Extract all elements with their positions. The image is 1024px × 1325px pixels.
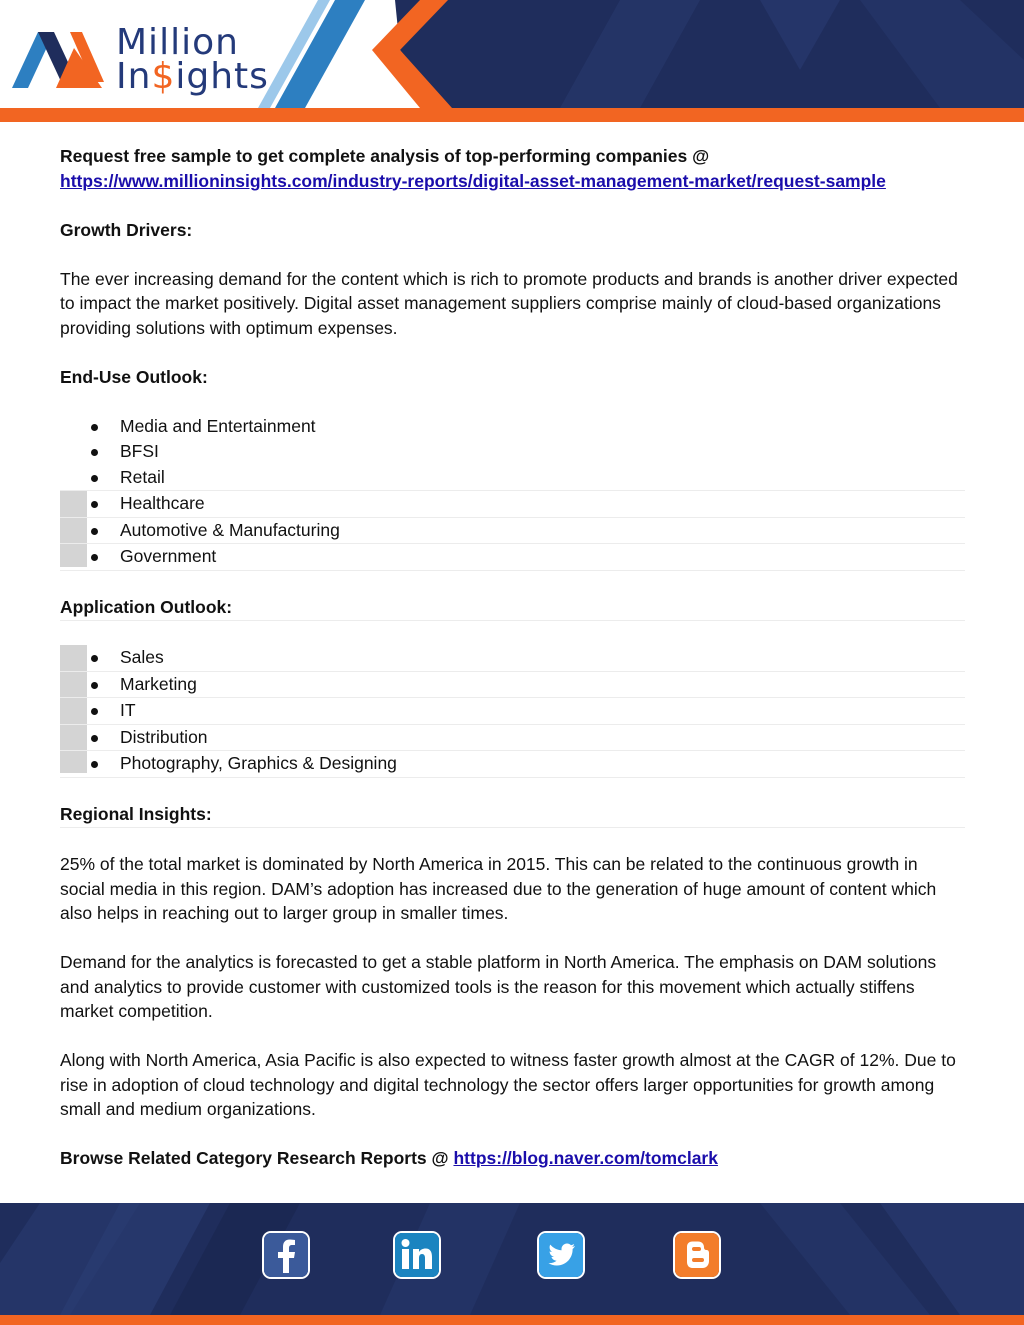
- page-header: [0, 0, 1024, 122]
- page-footer: [0, 1203, 1024, 1325]
- bullet-icon: [91, 735, 98, 742]
- twitter-button[interactable]: [539, 1233, 583, 1277]
- footer-banner: [0, 1203, 1024, 1325]
- twitter-icon: [539, 1233, 583, 1277]
- browse-text: Browse Related Category Research Reports @: [60, 1148, 449, 1168]
- list-item: Media and Entertainment: [60, 414, 965, 440]
- bullet-icon: [91, 554, 98, 561]
- end-use-list: [60, 414, 965, 571]
- list-item: Photography, Graphics & Designing: [60, 751, 965, 778]
- linkedin-icon: [395, 1233, 439, 1277]
- blogger-icon: [675, 1233, 719, 1277]
- bullet-icon: [91, 528, 98, 535]
- bullet-icon: [91, 682, 98, 689]
- request-sample-link[interactable]: https://www.millioninsights.com/industry-reports/digital-asset-management-market/request-sample: [60, 170, 886, 191]
- regional-paragraph-3: Along with North America, Asia Pacific is also expected to witness faster growth almost at the CAGR of 12%. Due to rise in adoption of cloud technology and digital technology the sector offers larger opportunities for growth among small and medium organizations.: [60, 1050, 956, 1119]
- brand-name-line2: In$ights: [116, 56, 269, 97]
- facebook-icon: [264, 1233, 308, 1277]
- regional-paragraph-1: 25% of the total market is dominated by North America in 2015. This can be related to the continuous growth in social media in this region. DAM’s adoption has increased due to the generation of huge amount of content which also helps in reaching out to larger group in smaller times.: [60, 854, 937, 923]
- list-item: Marketing: [60, 672, 965, 699]
- linkedin-button[interactable]: [395, 1233, 439, 1277]
- regional-paragraph-2: Demand for the analytics is forecasted to get a stable platform in North America. The emphasis on DAM solutions and analytics to provide customer with customized tools is the reason for this movement which actually stiffens market competition.: [60, 952, 937, 1021]
- facebook-button[interactable]: [264, 1233, 308, 1277]
- list-item: Government: [60, 544, 965, 571]
- blogger-button[interactable]: [675, 1233, 719, 1277]
- bullet-icon: [91, 475, 98, 482]
- list-item: IT: [60, 698, 965, 725]
- bullet-icon: [91, 655, 98, 662]
- list-item: Distribution: [60, 725, 965, 752]
- list-item: Automotive & Manufacturing: [60, 518, 965, 545]
- request-sample-text: Request free sample to get complete analysis of top-performing companies @: [60, 146, 710, 166]
- bullet-icon: [91, 449, 98, 456]
- end-use-heading: End-Use Outlook:: [60, 366, 208, 387]
- document-body: [60, 144, 965, 1195]
- regional-heading: Regional Insights:: [60, 802, 965, 828]
- browse-paragraph: [60, 1146, 965, 1171]
- list-item: Healthcare: [60, 491, 965, 518]
- brand-name-line1: Million: [116, 22, 239, 63]
- application-list: [60, 645, 965, 778]
- growth-drivers-heading: Growth Drivers:: [60, 219, 193, 240]
- bullet-icon: [91, 424, 98, 431]
- brand-logo: [12, 22, 269, 102]
- list-item: Sales: [60, 645, 965, 672]
- browse-link[interactable]: https://blog.naver.com/tomclark: [453, 1148, 718, 1168]
- growth-drivers-text: The ever increasing demand for the content which is rich to promote products and brands is another driver expected to impact the market positively. Digital asset management suppliers comprise mainly of cloud-based organizations providing solutions with optimum expenses.: [60, 268, 958, 338]
- list-item: BFSI: [60, 439, 965, 465]
- bullet-icon: [91, 708, 98, 715]
- application-heading: Application Outlook:: [60, 595, 965, 621]
- request-sample-paragraph: [60, 144, 965, 193]
- bullet-icon: [91, 501, 98, 508]
- bullet-icon: [91, 761, 98, 768]
- logo-mark-icon: [12, 26, 104, 94]
- list-item: Retail: [60, 465, 965, 492]
